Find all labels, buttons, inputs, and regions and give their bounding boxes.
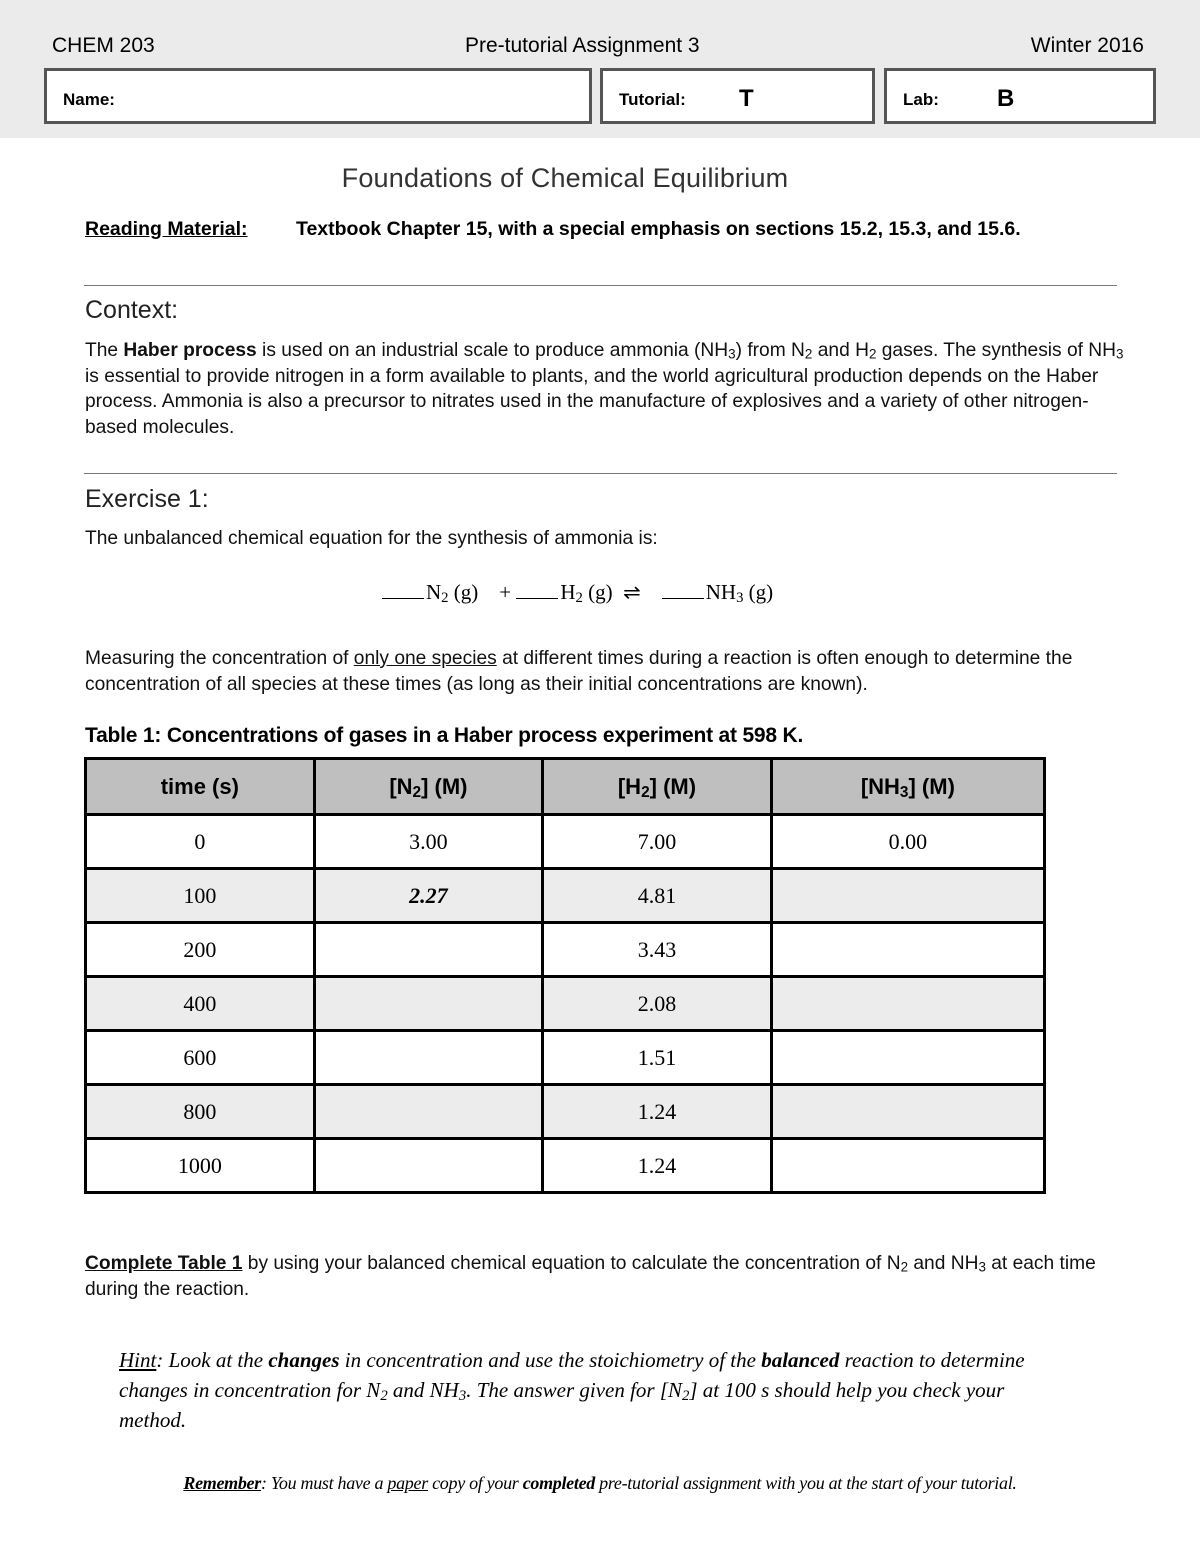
cell-nh3[interactable]: [771, 1139, 1044, 1193]
chemical-equation: $N_2$ (g) + $H_2$ (g) ⇌ $NH_3$ (g): [382, 580, 773, 605]
lab-value: B: [997, 85, 1015, 112]
table-row: [86, 977, 1045, 1031]
cell-n2: 2.27: [314, 869, 543, 923]
table-row: [86, 815, 1045, 869]
cell-time: 800: [86, 1085, 315, 1139]
cell-nh3[interactable]: [771, 1085, 1044, 1139]
cell-nh3: 0.00: [771, 815, 1044, 869]
cell-h2: 1.24: [543, 1139, 772, 1193]
coefficient-blank-h2[interactable]: [516, 580, 558, 599]
coefficient-blank-nh3[interactable]: [662, 580, 704, 599]
tutorial-field[interactable]: [600, 68, 875, 124]
cell-time: 600: [86, 1031, 315, 1085]
page-title: Foundations of Chemical Equilibrium: [341, 163, 789, 193]
measuring-paragraph: Measuring the concentration of only one species at different times during a reaction is often enough to determine the concentration of all species at these times (as long as their initial concentrations are known).: [85, 648, 1073, 695]
cell-n2[interactable]: [314, 1031, 543, 1085]
table-row: [86, 1085, 1045, 1139]
complete-instruction: Complete Table 1 by using your balanced chemical equation to calculate the concentration of $N_2$ and $NH_3$ at each time during the reaction.: [85, 1253, 1096, 1300]
context-heading: Context:: [85, 296, 179, 324]
name-label: Name:: [63, 90, 115, 109]
cell-n2[interactable]: [314, 923, 543, 977]
cell-h2: 4.81: [543, 869, 772, 923]
course-code: CHEM 203: [52, 34, 155, 57]
cell-time: 400: [86, 977, 315, 1031]
table-row: [86, 1139, 1045, 1193]
coefficient-blank-n2[interactable]: [382, 580, 424, 599]
table-row: [86, 923, 1045, 977]
cell-nh3[interactable]: [771, 1031, 1044, 1085]
hint-paragraph: Hint: Look at the changes in concentration and use the stoichiometry of the balanced reaction to determine changes in concentration for $N_2$ and $NH_3$. The answer given for $[N_2]$ at 100 s should help you check your method.: [119, 1348, 1025, 1432]
col-header-h2: $[H_2]$ (M): [543, 759, 772, 815]
assignment-title: Pre-tutorial Assignment 3: [465, 34, 700, 57]
cell-time: 200: [86, 923, 315, 977]
context-paragraph: The Haber process is used on an industrial scale to produce ammonia $(NH_3)$ from $N_2$ and $H_2$ gases. The synthesis of $NH_3$ is essential to provide nitrogen in a form available to plants, and the world agricultural production depends on the Haber process. Ammonia is also a precursor to nitrates used in the manufacture of explosives and a variety of other nitrogen-based molecules.: [85, 340, 1124, 438]
cell-n2: 3.00: [314, 815, 543, 869]
cell-time: 0: [86, 815, 315, 869]
lab-label: Lab:: [903, 90, 939, 109]
cell-h2: 2.08: [543, 977, 772, 1031]
cell-nh3[interactable]: [771, 977, 1044, 1031]
divider: [84, 473, 1117, 474]
table-row: [86, 869, 1045, 923]
name-field[interactable]: [44, 68, 592, 124]
cell-h2: 1.24: [543, 1085, 772, 1139]
cell-time: 100: [86, 869, 315, 923]
exercise-heading: Exercise 1:: [85, 485, 209, 513]
cell-h2: 7.00: [543, 815, 772, 869]
concentration-table: [84, 757, 1046, 1194]
reading-text: Textbook Chapter 15, with a special emphasis on sections 15.2, 15.3, and 15.6.: [296, 218, 1021, 240]
cell-n2[interactable]: [314, 1085, 543, 1139]
cell-nh3[interactable]: [771, 923, 1044, 977]
term: Winter 2016: [1030, 34, 1144, 57]
cell-n2[interactable]: [314, 977, 543, 1031]
col-header-time: time (s): [86, 759, 315, 815]
reading-label: Reading Material:: [85, 218, 248, 240]
tutorial-value: T: [739, 85, 754, 112]
table-row: [86, 1031, 1045, 1085]
exercise-intro: The unbalanced chemical equation for the synthesis of ammonia is:: [85, 528, 658, 549]
tutorial-label: Tutorial:: [619, 90, 686, 109]
reading-material: [85, 218, 1021, 241]
cell-n2[interactable]: [314, 1139, 543, 1193]
col-header-nh3: $[NH_3]$ (M): [771, 759, 1044, 815]
remember-note: Remember: You must have a paper copy of your completed pre-tutorial assignment with you at the start of your tutorial.: [183, 1473, 1017, 1493]
cell-time: 1000: [86, 1139, 315, 1193]
cell-nh3[interactable]: [771, 869, 1044, 923]
table-caption: Table 1: Concentrations of gases in a Haber process experiment at 598 K.: [85, 724, 804, 747]
divider: [84, 285, 1117, 286]
lab-field[interactable]: [884, 68, 1156, 124]
col-header-n2: $[N_2]$ (M): [314, 759, 543, 815]
equilibrium-arrow-icon: ⇌: [623, 580, 641, 604]
cell-h2: 3.43: [543, 923, 772, 977]
cell-h2: 1.51: [543, 1031, 772, 1085]
